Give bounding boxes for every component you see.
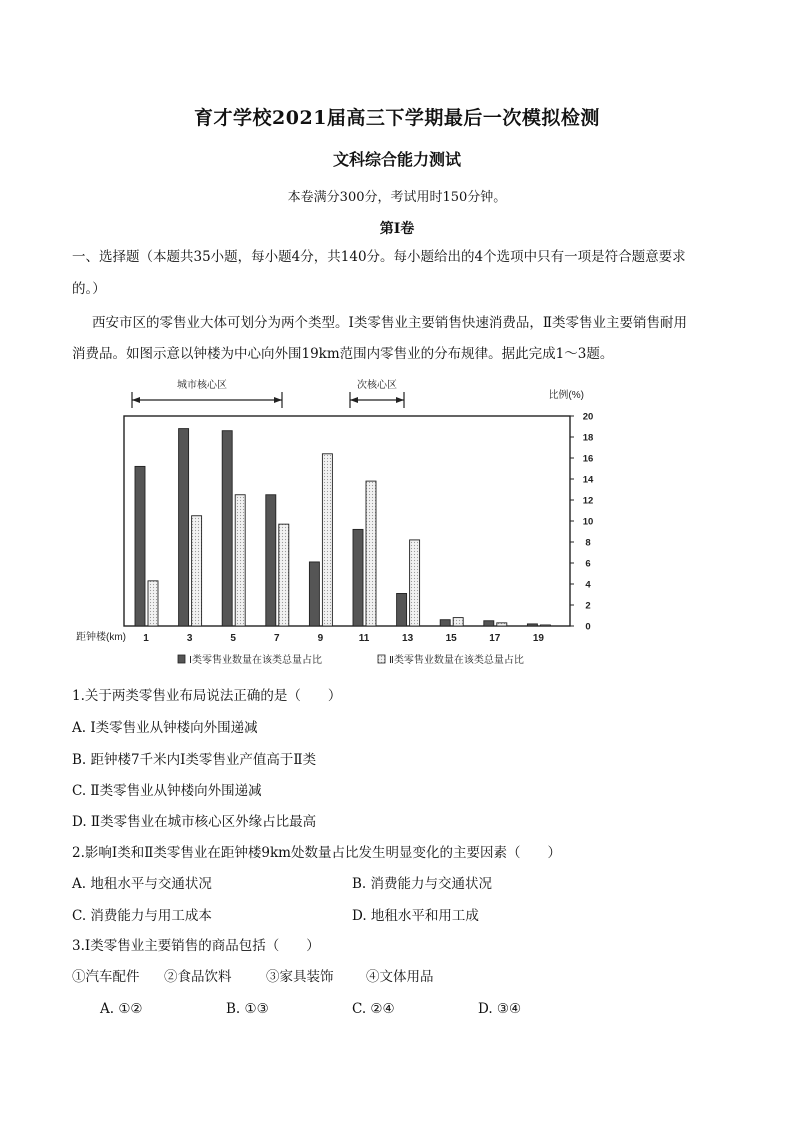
bar-type2-5km xyxy=(235,495,245,626)
bar-type2-11km xyxy=(366,481,376,626)
bar-type2-9km xyxy=(322,454,332,626)
x-tick-label: 17 xyxy=(489,633,501,644)
retail-distribution-chart xyxy=(74,376,594,672)
bar-type2-17km xyxy=(497,623,507,626)
x-tick-label: 1 xyxy=(143,633,149,644)
bar-type2-3km xyxy=(192,516,202,626)
question-2-option-b: B. 消费能力与交通状况 xyxy=(352,876,493,892)
question-3-option-d: D. ③④ xyxy=(478,1001,522,1017)
question-1-option-a: A. Ⅰ类零售业从钟楼向外围递减 xyxy=(72,720,258,736)
y-tick-label: 12 xyxy=(582,495,594,507)
question-2-option-c: C. 消费能力与用工成本 xyxy=(72,908,212,924)
bar-type1-13km xyxy=(397,593,407,626)
y-tick-label: 2 xyxy=(585,600,591,612)
x-tick-label: 9 xyxy=(317,633,324,644)
y-tick-label: 10 xyxy=(582,516,594,528)
x-tick-label: 15 xyxy=(445,633,457,644)
legend-label-type2: Ⅱ类零售业数量在该类总量占比 xyxy=(389,655,524,666)
y-tick-label: 18 xyxy=(582,432,594,444)
bar-type1-7km xyxy=(266,495,276,626)
y-tick-label: 16 xyxy=(582,453,594,465)
bar-type1-11km xyxy=(353,529,363,626)
bar-type1-19km xyxy=(527,624,537,626)
question-3-item-1: ①汽车配件 xyxy=(72,969,140,985)
question-3-item-2: ②食品饮料 xyxy=(164,969,232,985)
question-1-option-d: D. Ⅱ类零售业在城市核心区外缘占比最高 xyxy=(72,814,317,830)
legend xyxy=(178,653,524,666)
exam-subtitle: 文科综合能力测试 xyxy=(332,150,461,169)
y-tick-label: 0 xyxy=(585,621,591,633)
question-1-stem: 1.关于两类零售业布局说法正确的是（ ） xyxy=(72,688,342,704)
bar-type2-7km xyxy=(279,524,289,626)
question-1-option-c: C. Ⅱ类零售业从钟楼向外围递减 xyxy=(72,783,262,799)
question-1-option-b: B. 距钟楼7千米内Ⅰ类零售业产值高于Ⅱ类 xyxy=(72,752,317,768)
question-2-option-a: A. 地租水平与交通状况 xyxy=(72,876,212,892)
y-tick-label: 4 xyxy=(585,579,591,591)
bar-type2-1km xyxy=(148,581,158,626)
exam-note: 本卷满分300分，考试用时150分钟。 xyxy=(287,190,507,205)
question-3-option-b: B. ①③ xyxy=(226,1001,269,1017)
bar-type2-15km xyxy=(453,618,463,626)
x-tick-label: 7 xyxy=(274,633,280,644)
bar-type2-13km xyxy=(410,540,420,626)
x-tick-label: 3 xyxy=(186,633,193,644)
y-axis-title: 比例(%) xyxy=(548,390,584,401)
y-tick-label: 8 xyxy=(585,537,591,549)
x-axis-title: 距钟楼(km) xyxy=(76,632,126,643)
bar-type1-17km xyxy=(484,621,494,626)
legend-swatch-type2 xyxy=(378,655,385,663)
legend-label-type1: Ⅰ类零售业数量在该类总量占比 xyxy=(189,655,322,666)
x-tick-label: 13 xyxy=(402,633,414,644)
question-3-item-3: ③家具装饰 xyxy=(266,969,334,985)
x-tick-label: 5 xyxy=(230,633,236,644)
material-line1: 西安市区的零售业大体可划分为两个类型。Ⅰ类零售业主要销售快速消费品，Ⅱ类零售业主要销售耐用 xyxy=(92,315,688,331)
bar-type1-5km xyxy=(222,431,232,626)
question-3-item-4: ④文体用品 xyxy=(366,969,434,985)
material-line2: 消费品。如图示意以钟楼为中心向外围19km范围内零售业的分布规律。据此完成1～3题。 xyxy=(72,346,614,362)
subcore-zone-annotation xyxy=(350,378,404,408)
question-2-option-d: D. 地租水平和用工成 xyxy=(352,908,479,924)
question-3-option-a: A. ①② xyxy=(100,1001,143,1017)
core-zone-label: 城市核心区 xyxy=(177,380,227,391)
plot-frame xyxy=(124,416,570,626)
legend-swatch-type1 xyxy=(178,655,185,663)
y-tick-label: 6 xyxy=(585,558,591,570)
question-3-option-c: C. ②④ xyxy=(352,1001,395,1017)
subcore-zone-label: 次核心区 xyxy=(357,380,397,391)
x-tick-label: 11 xyxy=(358,633,370,644)
bar-type1-3km xyxy=(179,429,189,626)
y-tick-label: 14 xyxy=(582,474,594,486)
bar-type2-19km xyxy=(540,625,550,626)
bar-type1-15km xyxy=(440,620,450,626)
exam-title: 育才学校2021届高三下学期最后一次模拟检测 xyxy=(194,107,600,129)
bar-type1-1km xyxy=(135,466,145,626)
core-zone-annotation xyxy=(132,378,282,408)
y-tick-label: 20 xyxy=(582,411,594,423)
section-instruction-line1: 一、选择题（本题共35小题，每小题4分，共140分。每小题给出的4个选项中只有一项是符合题意要求 xyxy=(72,249,686,265)
section-instruction-line2: 的。） xyxy=(72,281,106,297)
question-3-stem: 3.Ⅰ类零售业主要销售的商品包括（ ） xyxy=(72,938,320,954)
question-2-stem: 2.影响Ⅰ类和Ⅱ类零售业在距钟楼9km处数量占比发生明显变化的主要因素（ ） xyxy=(72,845,561,861)
volume-heading: 第Ⅰ卷 xyxy=(379,221,415,237)
x-tick-label: 19 xyxy=(532,633,544,644)
bar-type1-9km xyxy=(309,562,319,626)
